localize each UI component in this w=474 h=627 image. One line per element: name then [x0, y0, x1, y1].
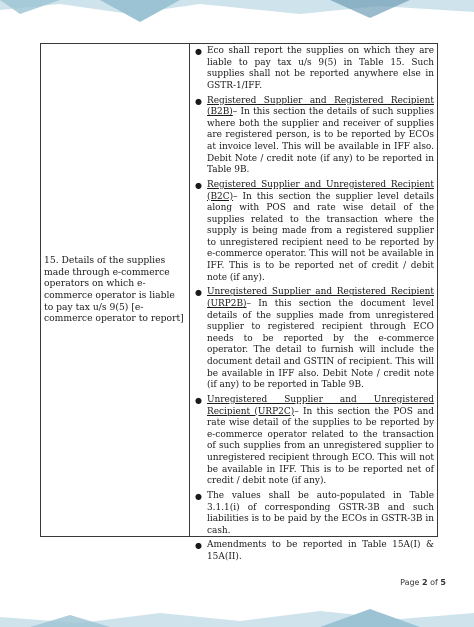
list-item: ● Unregistered Supplier and Registered Recipient (URP2B)– In this section the document level details of the supplies made from unregistered supplier to registered recipient through ECO needs to be reported by the e-commerce operator. The detail to furnish will include the document detail and GSTIN of recipient. This will be available in IFF also. Debit Note / credit note (if any) to be reported in Table 9B. [195, 287, 434, 391]
list-item: ● Unregistered Supplier and Unregistered Recipient (URP2C)– In this section the POS and rate wise detail of the supplies to be reported by e-commerce operator related to the transaction of such supplies from an unregistered supplier to unregistered recipient through ECO. This will not be available in IFF. This is to be reported net of credit / debit note (if any). [195, 394, 434, 487]
bullet-icon: ● [195, 96, 202, 106]
content-table [40, 43, 438, 563]
row-label-cell [41, 44, 190, 536]
row-detail-cell [190, 44, 437, 563]
header-decoration [0, 0, 474, 30]
row-label: 15. Details of the supplies made through e-commerce operators on which e-commerce operator is liable to pay tax u/s 9(5) [e-commerce operator to report] [44, 255, 184, 325]
list-item: ● The values shall be auto-populated in Table 3.1.1(i) of corresponding GSTR-3B and such liabilities is to be paid by the ECOs in GSTR-3B in cash. [195, 490, 434, 536]
section-heading: Registered Supplier and Unregistered Recipient (B2C) [207, 179, 434, 202]
section-heading: Registered Supplier and Registered Recipient (B2B) [207, 95, 434, 118]
section-heading: Unregistered Supplier and Registered Recipient (URP2B) [207, 287, 434, 310]
section-heading: Unregistered Supplier and Unregistered Recipient (URP2C) [207, 394, 434, 417]
page-number: Page 2 of 5 [400, 578, 446, 587]
bullet-icon: ● [195, 541, 202, 551]
list-item: ● Eco shall report the supplies on which they are liable to pay tax u/s 9(5) in Table 15. Such supplies shall not be reported anywhere else in GSTR-1/IFF. [195, 46, 434, 91]
list-item: ● Amendments to be reported in Table 15A(I) & 15A(II). [195, 540, 434, 563]
bullet-icon: ● [195, 395, 202, 405]
bullet-icon: ● [195, 180, 202, 190]
bullet-icon: ● [195, 288, 202, 298]
bullet-icon: ● [195, 491, 202, 501]
list-item: ● Registered Supplier and Registered Recipient (B2B)– In this section the details of such supplies where both the supplier and receiver of supplies are registered person, is to be reported by ECOs at invoice level. This will be available in IFF also. Debit Note / credit note (if any) to be reported in Table 9B. [195, 95, 434, 176]
bullet-icon: ● [195, 47, 202, 56]
list-item: ● Registered Supplier and Unregistered Recipient (B2C)– In this section the supplier level details along with POS and rate wise detail of the supplies related to the transaction where the supply is being made from a registered supplier to unregistered recipient need to be reported by e-commerce operator. This will not be available in IFF. This is to be reported net of credit / debit note (if any). [195, 179, 434, 283]
instruction-list [195, 46, 434, 564]
footer-decoration [0, 603, 474, 627]
